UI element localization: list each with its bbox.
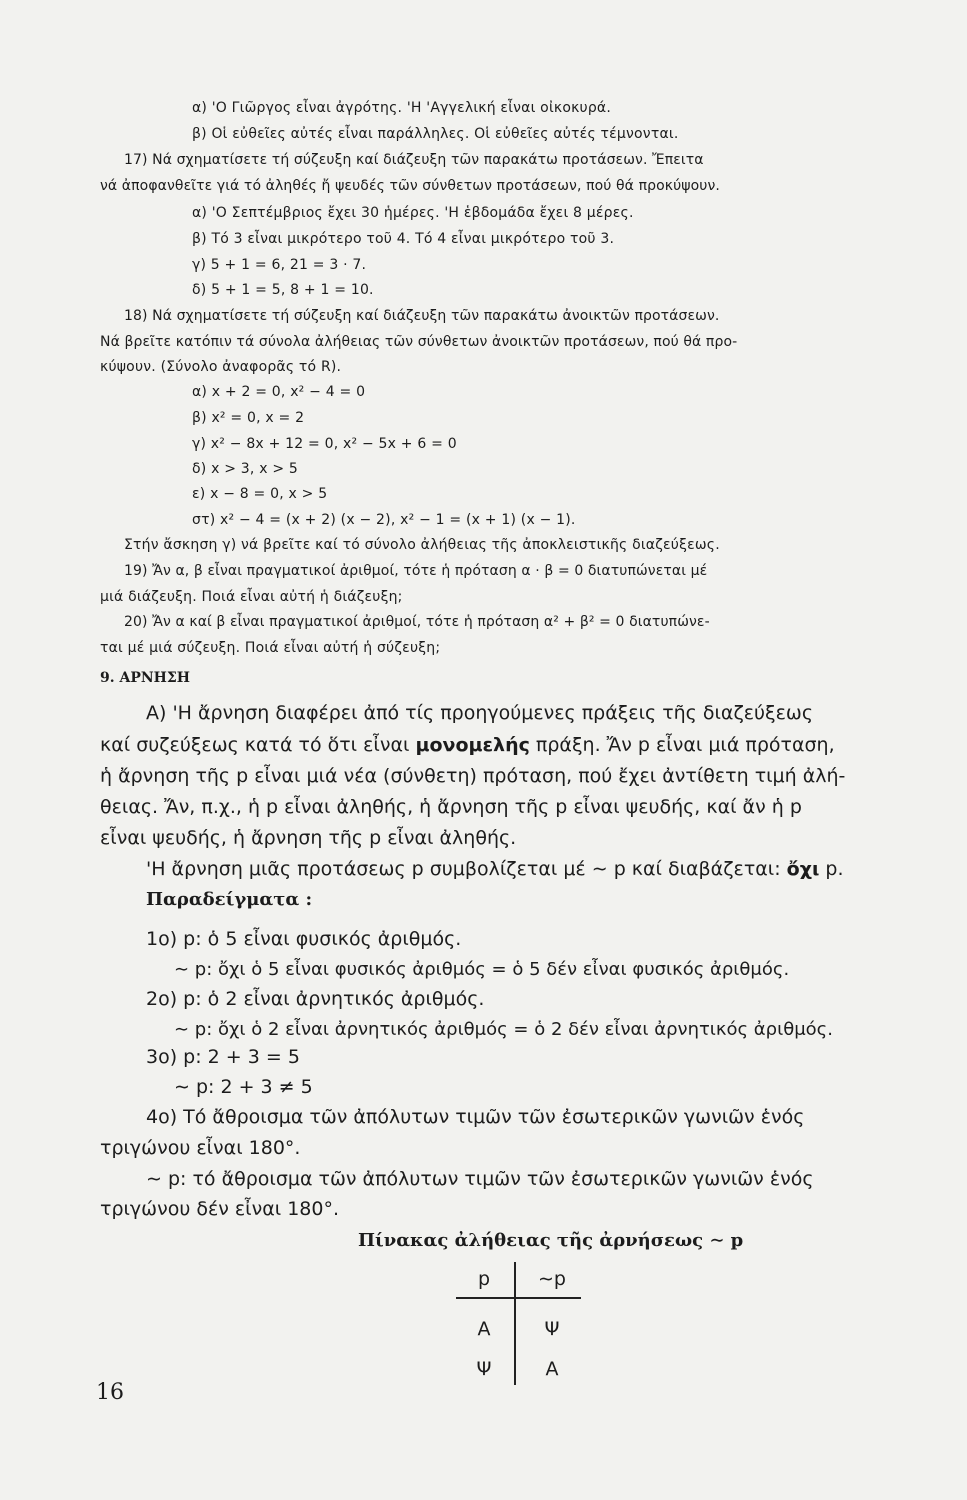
- emphasis-term: ὄχι: [786, 858, 820, 880]
- truth-table-cell: Α: [545, 1358, 559, 1380]
- para-text: πράξη. Ἄν p εἶναι μιά πρόταση,: [529, 734, 835, 756]
- examples-heading: Παραδείγματα :: [146, 889, 313, 910]
- ex18-text-line1: 18) Νά σχηματίσετε τή σύζευξη καί διάζευξη τῶν παρακάτω ἀνοικτῶν προτάσεων.: [124, 308, 720, 324]
- negation-para-line3: ἡ ἄρνηση τῆς p εἶναι μιά νέα (σύνθετη) πρόταση, πού ἔχει ἀντίθετη τιμή ἀλή-: [100, 765, 846, 787]
- para-text: p.: [819, 858, 844, 880]
- ex18-a: α) x + 2 = 0, x² − 4 = 0: [192, 384, 366, 400]
- page-number: 16: [96, 1380, 124, 1405]
- ex16-b: β) Οἱ εὐθεῖες αὐτές εἶναι παράλληλες. Οἱ εὐθεῖες αὐτές τέμνονται.: [192, 126, 679, 142]
- example-4-p-line2: τριγώνου εἶναι 180°.: [100, 1137, 301, 1159]
- truth-table-header-not-p: ∼p: [538, 1268, 566, 1290]
- example-4-not-p-line1: ∼ p: τό ἄθροισμα τῶν ἀπόλυτων τιμῶν τῶν ἐσωτερικῶν γωνιῶν ἑνός: [146, 1168, 814, 1190]
- section-heading: 9. ΑΡΝΗΣΗ: [100, 670, 191, 686]
- ex18-c: γ) x² − 8x + 12 = 0, x² − 5x + 6 = 0: [192, 436, 457, 452]
- example-2-not-p: ∼ p: ὄχι ὁ 2 εἶναι ἀρνητικός ἀριθμός = ὁ 2 δέν εἶναι ἀρνητικός ἀριθμός.: [174, 1019, 833, 1040]
- ex17-b: β) Τό 3 εἶναι μικρότερο τοῦ 4. Τό 4 εἶναι μικρότερο τοῦ 3.: [192, 231, 615, 247]
- example-1-p: 1ο) p: ὁ 5 εἶναι φυσικός ἀριθμός.: [146, 928, 462, 950]
- ex20-line2: ται μέ μιά σύζευξη. Ποιά εἶναι αὐτή ἡ σύζευξη;: [100, 640, 441, 656]
- truth-table-cell: Ψ: [476, 1358, 492, 1380]
- ex18-note: Στήν ἄσκηση γ) νά βρεῖτε καί τό σύνολο ἀλήθειας τῆς ἀποκλειστικῆς διαζεύξεως.: [124, 537, 720, 553]
- example-2-p: 2ο) p: ὁ 2 εἶναι ἀρνητικός ἀριθμός.: [146, 988, 485, 1010]
- ex17-text-line2: νά ἀποφανθεῖτε γιά τό ἀληθές ἤ ψευδές τῶν σύνθετων προτάσεων, πού θά προκύψουν.: [100, 178, 720, 194]
- ex19-line2: μιά διάζευξη. Ποιά εἶναι αὐτή ἡ διάζευξη;: [100, 589, 403, 605]
- truth-table-horizontal-rule: [456, 1297, 581, 1299]
- example-3-p: 3ο) p: 2 + 3 = 5: [146, 1046, 300, 1068]
- negation-para-line1: Α) 'Η ἄρνηση διαφέρει ἀπό τίς προηγούμενες πράξεις τῆς διαζεύξεως: [146, 702, 813, 724]
- negation-symbol-line: [146, 858, 844, 880]
- truth-table-cell: Ψ: [544, 1318, 560, 1340]
- truth-table-header-p: p: [477, 1268, 491, 1290]
- ex18-text-line3: κύψουν. (Σύνολο ἀναφορᾶς τό R).: [100, 359, 342, 375]
- ex17-c: γ) 5 + 1 = 6, 21 = 3 · 7.: [192, 257, 367, 273]
- ex18-b: β) x² = 0, x = 2: [192, 410, 305, 426]
- ex17-d: δ) 5 + 1 = 5, 8 + 1 = 10.: [192, 282, 374, 298]
- para-text: 'Η ἄρνηση μιᾶς προτάσεως p συμβολίζεται μέ ∼ p καί διαβάζεται:: [146, 858, 787, 880]
- ex18-e: ε) x − 8 = 0, x > 5: [192, 486, 328, 502]
- ex16-a: α) 'Ο Γιῶργος εἶναι ἀγρότης. 'Η 'Αγγελική εἶναι οἰκοκυρά.: [192, 100, 612, 116]
- example-4-not-p-line2: τριγώνου δέν εἶναι 180°.: [100, 1198, 340, 1220]
- ex17-text-line1: 17) Νά σχηματίσετε τή σύζευξη καί διάζευξη τῶν παρακάτω προτάσεων. Ἔπειτα: [124, 152, 704, 168]
- ex18-text-line2: Νά βρεῖτε κατόπιν τά σύνολα ἀλήθειας τῶν σύνθετων ἀνοικτῶν προτάσεων, πού θά προ-: [100, 334, 738, 350]
- example-3-not-p: ∼ p: 2 + 3 ≠ 5: [174, 1076, 313, 1098]
- negation-para-line5: εἶναι ψευδής, ἡ ἄρνηση τῆς p εἶναι ἀληθής.: [100, 827, 517, 849]
- truth-table-vertical-rule: [514, 1262, 516, 1385]
- truth-table-cell: Α: [477, 1318, 491, 1340]
- ex19-line1: 19) Ἄν α, β εἶναι πραγματικοί ἀριθμοί, τότε ἡ πρόταση α · β = 0 διατυπώνεται μέ: [124, 563, 708, 579]
- truth-table-title: Πίνακας ἀλήθειας τῆς ἀρνήσεως ∼ p: [358, 1230, 744, 1251]
- ex20-line1: 20) Ἄν α καί β εἶναι πραγματικοί ἀριθμοί, τότε ἡ πρόταση α² + β² = 0 διατυπώνε-: [124, 614, 710, 630]
- example-1-not-p: ∼ p: ὄχι ὁ 5 εἶναι φυσικός ἀριθμός = ὁ 5 δέν εἶναι φυσικός ἀριθμός.: [174, 959, 790, 980]
- negation-para-line4: θειας. Ἄν, π.χ., ἡ p εἶναι ἀληθής, ἡ ἄρνηση τῆς p εἶναι ψευδής, καί ἄν ἡ p: [100, 796, 802, 818]
- negation-para-line2: [100, 734, 835, 756]
- emphasis-term: μονομελής: [415, 734, 530, 756]
- ex18-f: στ) x² − 4 = (x + 2) (x − 2), x² − 1 = (x + 1) (x − 1).: [192, 512, 576, 528]
- ex18-d: δ) x > 3, x > 5: [192, 461, 299, 477]
- para-text: καί συζεύξεως κατά τό ὅτι εἶναι: [100, 734, 416, 756]
- ex17-a: α) 'Ο Σεπτέμβριος ἔχει 30 ἡμέρες. 'Η ἑβδομάδα ἔχει 8 μέρες.: [192, 205, 634, 221]
- example-4-p-line1: 4ο) Τό ἄθροισμα τῶν ἀπόλυτων τιμῶν τῶν ἐσωτερικῶν γωνιῶν ἑνός: [146, 1106, 805, 1128]
